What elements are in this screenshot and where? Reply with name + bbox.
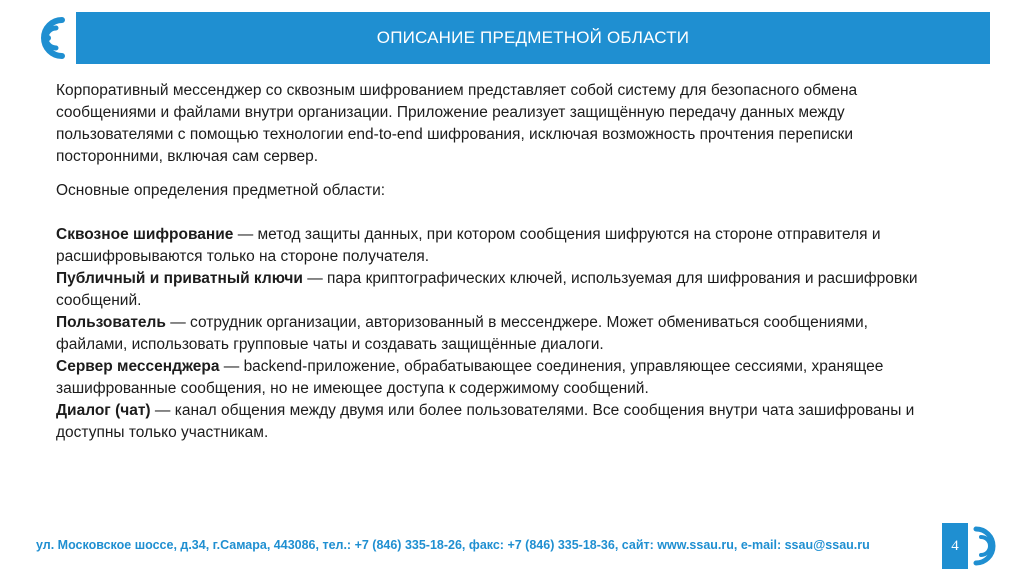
intro-paragraph: Корпоративный мессенджер со сквозным шифрованием представляет собой систему для безопасного обмена сообщениями и файлами внутри организации. Приложение реализует защищённую передачу данных между пользователями с помощью технологии end-to-end шифрования, исключая возможность прочтения переписки посторонними, включая сам сервер. [56,82,858,165]
definition-item [56,224,926,268]
header-bar [76,12,990,64]
definition-text: — метод защиты данных, при котором сообщения шифруются на стороне отправителя и расшифровываются только на стороне получателя. [56,226,881,265]
ssau-logo-icon [26,12,70,64]
definition-text: — backend-приложение, обрабатывающее соединения, управляющее сессиями, хранящее зашифрованные сообщения, но не имеющее доступа к содержимому сообщений. [56,358,884,397]
definition-term: Публичный и приватный ключи [56,270,303,287]
definition-text: — сотрудник организации, авторизованный в мессенджере. Может обмениваться сообщениями, файлами, использовать групповые чаты и создавать защищённые диалоги. [56,314,868,353]
ssau-logo-icon [970,523,1004,569]
definition-term: Сквозное шифрование [56,226,234,243]
definition-text: — пара криптографических ключей, используемая для шифрования и расшифровки сообщений. [56,270,918,309]
definition-term: Сервер мессенджера [56,358,220,375]
definition-text: — канал общения между двумя или более пользователями. Все сообщения внутри чата зашифрованы и доступны только участникам. [56,402,915,441]
page-number: 4 [942,523,968,569]
definition-item [56,312,926,356]
definition-item [56,400,926,444]
definition-item [56,268,926,312]
page-title: ОПИСАНИЕ ПРЕДМЕТНОЙ ОБЛАСТИ [376,28,690,47]
definition-term: Диалог (чат) [56,402,151,419]
definitions-heading: Основные определения предметной области: [56,182,386,199]
definition-item [56,356,926,400]
slide-content [56,80,926,444]
definition-term: Пользователь [56,314,166,331]
footer-address: ул. Московское шоссе, д.34, г.Самара, 443086, тел.: +7 (846) 335-18-26, факс: +7 (846) 335-18-36, сайт: www.ssau.ru, e-mail: ssau@ssau.ru [36,538,870,552]
